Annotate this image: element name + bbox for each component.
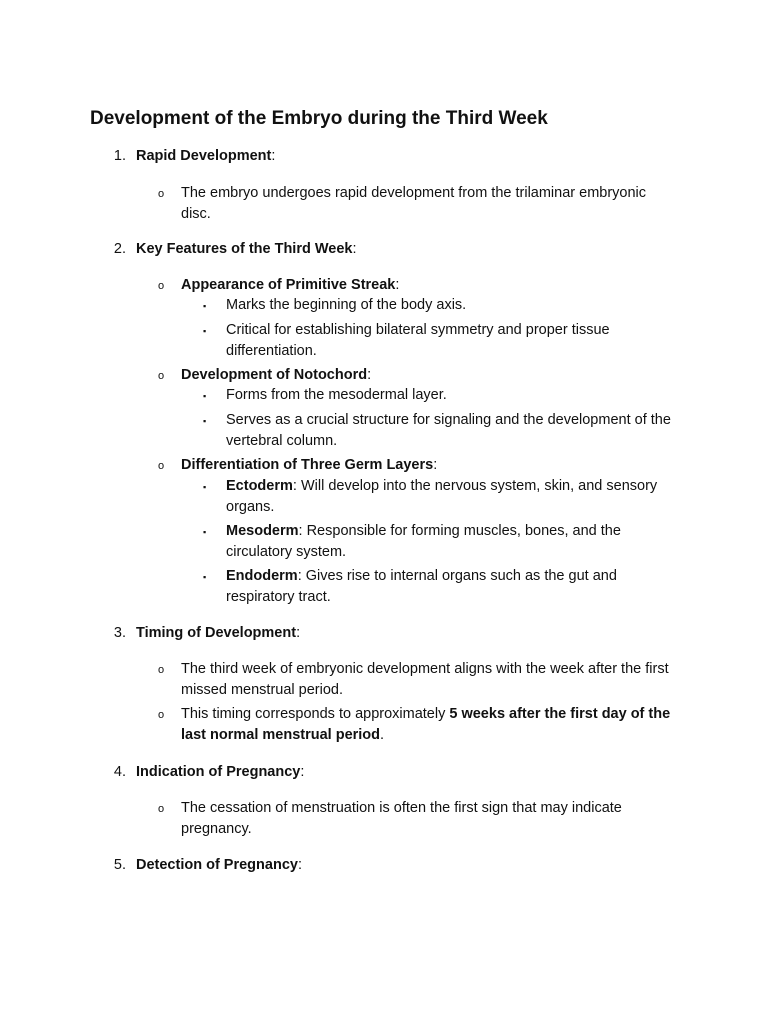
heading-colon: : (297, 857, 302, 873)
section-heading (136, 239, 357, 260)
list-item (226, 566, 676, 608)
square-bullet-icon: ▪ (203, 391, 207, 401)
section-number: 3. (113, 625, 126, 641)
subsection-heading (181, 275, 399, 296)
section-heading (136, 762, 304, 783)
subsection-colon: : (433, 457, 438, 473)
section-number: 1. (113, 148, 126, 164)
heading-colon: : (352, 241, 357, 257)
section-heading-text: Timing of Development (136, 625, 297, 641)
section-heading-text: Rapid Development (136, 148, 272, 164)
square-bullet-icon: ▪ (203, 416, 207, 426)
list-item: Serves as a crucial structure for signaling and the development of the vertebral column. (226, 412, 671, 449)
list-item: Critical for establishing bilateral symmetry and proper tissue differentiation. (226, 322, 610, 359)
item-text: This timing corresponds to approximately (181, 706, 450, 722)
circle-bullet-icon: o (158, 664, 165, 676)
list-item (181, 704, 671, 746)
subsection-label: Differentiation of Three Germ Layers (181, 457, 434, 473)
heading-colon: : (296, 625, 301, 641)
section-heading-text: Indication of Pregnancy (136, 764, 301, 780)
section-heading (136, 855, 302, 876)
list-item: Forms from the mesodermal layer. (226, 387, 447, 403)
section-heading (136, 146, 275, 167)
list-item: The cessation of menstruation is often the first sign that may indicate pregnancy. (181, 800, 622, 837)
list-item (226, 476, 676, 518)
section-number: 2. (113, 241, 126, 257)
section-heading-text: Detection of Pregnancy (136, 857, 298, 873)
heading-colon: : (271, 148, 276, 164)
list-item (226, 521, 676, 563)
term-label: Endoderm (226, 568, 298, 584)
section-heading (136, 623, 300, 644)
heading-colon: : (300, 764, 305, 780)
circle-bullet-icon: o (158, 709, 165, 721)
square-bullet-icon: ▪ (203, 482, 207, 492)
section-number: 4. (113, 764, 126, 780)
subsection-colon: : (367, 367, 372, 383)
subsection-label: Appearance of Primitive Streak (181, 277, 396, 293)
term-description: : Gives rise to internal organs such as the gut and respiratory tract. (226, 568, 617, 605)
list-item: The third week of embryonic development aligns with the week after the first missed menstrual period. (181, 661, 669, 698)
circle-bullet-icon: o (158, 803, 165, 815)
item-text-end: . (380, 727, 385, 743)
list-item: Marks the beginning of the body axis. (226, 297, 467, 313)
square-bullet-icon: ▪ (203, 326, 207, 336)
term-description: : Responsible for forming muscles, bones, and the circulatory system. (226, 523, 621, 560)
term-label: Ectoderm (226, 478, 293, 494)
section-heading-text: Key Features of the Third Week (136, 241, 353, 257)
subsection-heading (181, 455, 437, 476)
square-bullet-icon: ▪ (203, 572, 207, 582)
term-description: : Will develop into the nervous system, skin, and sensory organs. (226, 478, 658, 515)
circle-bullet-icon: o (158, 188, 165, 200)
subsection-colon: : (395, 277, 400, 293)
term-label: Mesoderm (226, 523, 299, 539)
circle-bullet-icon: o (158, 370, 165, 382)
subsection-label: Development of Notochord (181, 367, 368, 383)
square-bullet-icon: ▪ (203, 301, 207, 311)
square-bullet-icon: ▪ (203, 527, 207, 537)
subsection-heading (181, 365, 371, 386)
section-number: 5. (113, 857, 126, 873)
list-item: The embryo undergoes rapid development from the trilaminar embryonic disc. (181, 185, 647, 222)
circle-bullet-icon: o (158, 460, 165, 472)
circle-bullet-icon: o (158, 280, 165, 292)
document-title: Development of the Embryo during the Third Week (90, 108, 548, 129)
item-emphasis: 5 weeks after the first day of the last normal menstrual period (181, 706, 671, 743)
